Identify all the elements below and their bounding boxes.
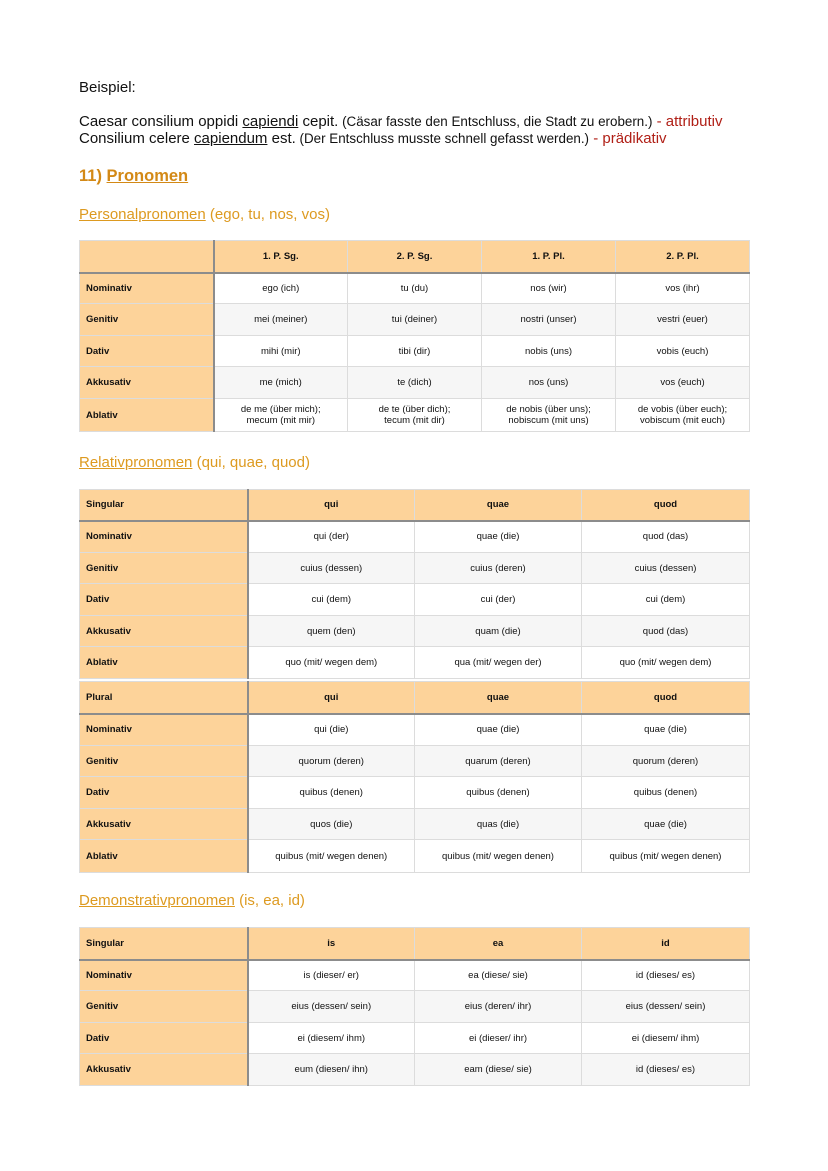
example-line-praedikativ [79, 130, 667, 147]
relative-heading [79, 454, 310, 471]
example-tag: - prädikativ [589, 130, 667, 147]
table-cell: tibi (dir) [348, 336, 482, 367]
table-header-row [80, 682, 750, 714]
table-row [80, 647, 750, 679]
row-case-label: Dativ [80, 584, 248, 616]
relative-heading-title: Relativpronomen [79, 454, 193, 471]
table-cell: qua (mit/ wegen der) [415, 647, 582, 679]
relative-singular-table [79, 489, 750, 679]
table-cell: quae (die) [415, 521, 582, 553]
cell-line: vobiscum (mit euch) [640, 415, 725, 426]
example-translation: (Der Entschluss musste schnell gefasst werden.) [295, 131, 590, 146]
table-cell: nos (wir) [482, 273, 616, 304]
table-corner-label: Singular [80, 928, 248, 960]
table-corner-label [80, 241, 214, 273]
table-row [80, 553, 750, 584]
table-cell: quam (die) [415, 616, 582, 647]
personal-heading [79, 206, 330, 223]
table-row [80, 367, 750, 399]
table-cell: quarum (deren) [415, 746, 582, 777]
table-row [80, 960, 750, 991]
table-cell: vos (ihr) [616, 273, 750, 304]
table-cell: quorum (deren) [248, 746, 415, 777]
relative-heading-forms: (qui, quae, quod) [192, 454, 310, 471]
table-cell: quos (die) [248, 809, 415, 840]
row-case-label: Akkusativ [80, 809, 248, 840]
table-cell: eam (diese/ sie) [415, 1054, 582, 1086]
row-case-label: Genitiv [80, 304, 214, 336]
column-header: 2. P. Sg. [348, 241, 482, 273]
table-cell: cuius (dessen) [582, 553, 750, 584]
table-cell: id (dieses/ es) [582, 1054, 750, 1086]
table-cell: quae (die) [582, 809, 750, 840]
column-header: quae [415, 682, 582, 714]
table-row [80, 809, 750, 840]
column-header: 2. P. Pl. [616, 241, 750, 273]
example-label: Beispiel: [79, 79, 136, 96]
example-gerundive: capiendi [242, 113, 299, 130]
table-cell: quem (den) [248, 616, 415, 647]
row-case-label: Ablativ [80, 647, 248, 679]
cell-line: tecum (mit dir) [384, 415, 445, 426]
row-case-label: Genitiv [80, 746, 248, 777]
demonstrative-heading-title: Demonstrativpronomen [79, 892, 235, 909]
cell-line: de nobis (über uns); [506, 404, 591, 415]
table-cell: mei (meiner) [214, 304, 348, 336]
table-cell: cui (dem) [582, 584, 750, 616]
personal-heading-title: Personalpronomen [79, 206, 206, 223]
cell-line: de me (über mich); [240, 404, 321, 415]
table-corner-label: Plural [80, 682, 248, 714]
table-cell: cuius (dessen) [248, 553, 415, 584]
table-cell: eum (diesen/ ihn) [248, 1054, 415, 1086]
section-heading [79, 167, 188, 186]
table-row [80, 399, 750, 432]
table-row [80, 1023, 750, 1054]
table-row [80, 304, 750, 336]
column-header: qui [248, 490, 415, 521]
row-case-label: Nominativ [80, 273, 214, 304]
cell-line: de te (über dich); [378, 404, 451, 415]
column-header: ea [415, 928, 582, 960]
table-cell: quod (das) [582, 616, 750, 647]
table-cell: cuius (deren) [415, 553, 582, 584]
table-header-row [80, 928, 750, 960]
table-cell: quibus (mit/ wegen denen) [248, 840, 415, 873]
row-case-label: Dativ [80, 777, 248, 809]
table-row [80, 991, 750, 1023]
section-title: Pronomen [106, 167, 189, 185]
table-cell: eius (deren/ ihr) [415, 991, 582, 1023]
table-cell [616, 399, 750, 432]
demonstrative-singular-table [79, 927, 750, 1086]
column-header: quod [582, 490, 750, 521]
table-row [80, 1054, 750, 1086]
table-cell: quae (die) [415, 714, 582, 746]
row-case-label: Akkusativ [80, 1054, 248, 1086]
column-header: 1. P. Pl. [482, 241, 616, 273]
column-header: id [582, 928, 750, 960]
table-cell: eius (dessen/ sein) [248, 991, 415, 1023]
example-text: Consilium celere [79, 130, 195, 147]
example-translation: (Cäsar fasste den Entschluss, die Stadt zu erobern.) [338, 114, 653, 129]
table-cell [482, 399, 616, 432]
table-row [80, 714, 750, 746]
table-cell: quibus (denen) [415, 777, 582, 809]
example-text: Caesar consilium oppidi [79, 113, 243, 130]
column-header: qui [248, 682, 415, 714]
table-cell: ei (dieser/ ihr) [415, 1023, 582, 1054]
example-gerundive: capiendum [194, 130, 268, 147]
table-cell: qui (der) [248, 521, 415, 553]
table-cell: tui (deiner) [348, 304, 482, 336]
table-cell: quo (mit/ wegen dem) [582, 647, 750, 679]
table-cell: quo (mit/ wegen dem) [248, 647, 415, 679]
table-cell [348, 399, 482, 432]
table-cell: ea (diese/ sie) [415, 960, 582, 991]
row-case-label: Genitiv [80, 553, 248, 584]
table-corner-label: Singular [80, 490, 248, 521]
table-cell: nostri (unser) [482, 304, 616, 336]
table-cell: quibus (mit/ wegen denen) [415, 840, 582, 873]
example-line-attributiv [79, 113, 722, 130]
row-case-label: Genitiv [80, 991, 248, 1023]
column-header: is [248, 928, 415, 960]
relative-plural-table [79, 681, 750, 873]
row-case-label: Akkusativ [80, 367, 214, 399]
table-row [80, 777, 750, 809]
table-cell: vobis (euch) [616, 336, 750, 367]
cell-line: nobiscum (mit uns) [508, 415, 589, 426]
table-row [80, 616, 750, 647]
table-row [80, 746, 750, 777]
example-text: cepit. [298, 113, 339, 130]
table-cell: ego (ich) [214, 273, 348, 304]
row-case-label: Nominativ [80, 714, 248, 746]
row-case-label: Ablativ [80, 840, 248, 873]
table-cell: te (dich) [348, 367, 482, 399]
table-cell: ei (diesem/ ihm) [582, 1023, 750, 1054]
table-cell: cui (dem) [248, 584, 415, 616]
table-cell: eius (dessen/ sein) [582, 991, 750, 1023]
cell-line: mecum (mit mir) [246, 415, 316, 426]
table-cell: quibus (denen) [582, 777, 750, 809]
table-cell: id (dieses/ es) [582, 960, 750, 991]
table-cell: quae (die) [582, 714, 750, 746]
example-tag: - attributiv [652, 113, 723, 130]
column-header: 1. P. Sg. [214, 241, 348, 273]
demonstrative-heading-forms: (is, ea, id) [234, 892, 305, 909]
table-cell: vestri (euer) [616, 304, 750, 336]
personal-heading-forms: (ego, tu, nos, vos) [205, 206, 330, 223]
column-header: quod [582, 682, 750, 714]
table-cell: vos (euch) [616, 367, 750, 399]
table-cell: quod (das) [582, 521, 750, 553]
row-case-label: Akkusativ [80, 616, 248, 647]
cell-line: de vobis (über euch); [637, 404, 728, 415]
section-number: 11) [79, 167, 107, 185]
table-cell: quas (die) [415, 809, 582, 840]
row-case-label: Dativ [80, 1023, 248, 1054]
demonstrative-heading [79, 892, 305, 909]
table-cell: tu (du) [348, 273, 482, 304]
table-header-row [80, 241, 750, 273]
row-case-label: Nominativ [80, 960, 248, 991]
example-text: est. [267, 130, 296, 147]
column-header: quae [415, 490, 582, 521]
personal-pronoun-table [79, 240, 750, 432]
table-cell [214, 399, 348, 432]
table-row [80, 273, 750, 304]
table-cell: quibus (mit/ wegen denen) [582, 840, 750, 873]
table-cell: qui (die) [248, 714, 415, 746]
table-row [80, 336, 750, 367]
table-cell: mihi (mir) [214, 336, 348, 367]
row-case-label: Nominativ [80, 521, 248, 553]
table-cell: me (mich) [214, 367, 348, 399]
row-case-label: Dativ [80, 336, 214, 367]
table-row [80, 521, 750, 553]
table-cell: quorum (deren) [582, 746, 750, 777]
table-row [80, 840, 750, 873]
table-row [80, 584, 750, 616]
table-cell: cui (der) [415, 584, 582, 616]
table-cell: nobis (uns) [482, 336, 616, 367]
table-cell: quibus (denen) [248, 777, 415, 809]
table-cell: ei (diesem/ ihm) [248, 1023, 415, 1054]
table-header-row [80, 490, 750, 521]
row-case-label: Ablativ [80, 399, 214, 432]
table-cell: nos (uns) [482, 367, 616, 399]
table-cell: is (dieser/ er) [248, 960, 415, 991]
